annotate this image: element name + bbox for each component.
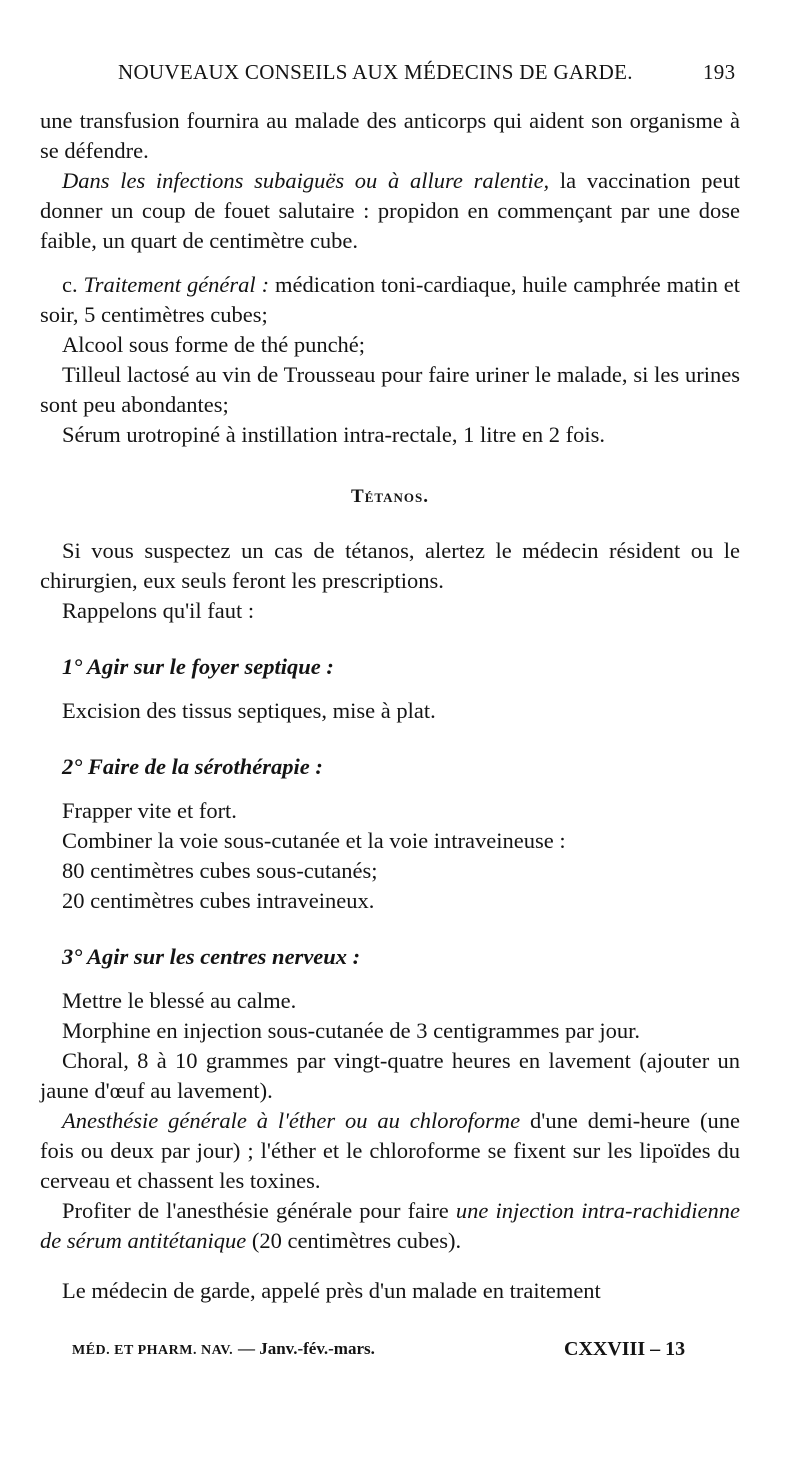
paragraph: Rappelons qu'il faut : [62, 598, 255, 623]
footer-issue: — Janv.-fév.-mars. [237, 1339, 375, 1358]
list-item-line: 80 centimètres cubes sous-cutanés; [62, 858, 378, 883]
paragraph-text: Profiter de l'anesthésie générale pour faire [62, 1198, 456, 1223]
list-item-line [40, 1196, 740, 1256]
paragraph-text: (20 centimètres cubes). [246, 1228, 462, 1253]
paragraph: Alcool sous forme de thé punché; [62, 332, 366, 357]
italic-phrase: Traitement général : [83, 272, 270, 297]
list-item-line: Excision des tissus septiques, mise à plat. [62, 698, 436, 723]
list-item-heading: 3° Agir sur les centres nerveux : [62, 944, 361, 969]
paragraph: Sérum urotropiné à instillation intra-rectale, 1 litre en 2 fois. [62, 422, 605, 447]
paragraph: Si vous suspectez un cas de tétanos, alertez le médecin résident ou le chirurgien, eux seuls feront les prescriptions. [40, 538, 740, 593]
paragraph: Tilleul lactosé au vin de Trousseau pour faire uriner le malade, si les urines sont peu abondantes; [40, 362, 740, 417]
list-item-line [40, 1106, 740, 1196]
list-item-heading: 2° Faire de la sérothérapie : [62, 754, 323, 779]
paragraph: une transfusion fournira au malade des anticorps qui aident son organisme à se défendre. [40, 108, 740, 163]
footer-signature: CXXVIII – 13 [564, 1338, 686, 1360]
list-item-line: Choral, 8 à 10 grammes par vingt-quatre heures en lavement (ajouter un jaune d'œuf au lavement). [40, 1048, 740, 1103]
footer-journal: MÉD. ET PHARM. NAV. [72, 1343, 234, 1358]
paragraph-text: la vaccination peut donner un coup de fouet salutaire : propidon en commençant par une dose faible, un quart de centimètre cube. [40, 168, 740, 253]
paragraph-prefix: c. [62, 272, 84, 297]
italic-phrase: une injection intra-rachidienne de sérum antitétanique [40, 1198, 740, 1253]
page-body [40, 106, 740, 1306]
running-header [118, 60, 758, 85]
paragraph [40, 270, 740, 330]
list-item-line: Morphine en injection sous-cutanée de 3 centigrammes par jour. [62, 1018, 640, 1043]
list-item-heading: 1° Agir sur le foyer septique : [62, 654, 334, 679]
section-title: Tétanos. [351, 486, 429, 507]
list-item-line: Mettre le blessé au calme. [62, 988, 297, 1013]
italic-phrase: Dans les infections subaiguës ou à allure ralentie, [62, 168, 550, 193]
paragraph-text: d'une demi-heure (une fois ou deux par jour) ; l'éther et le chloroforme se fixent sur les lipoïdes du cerveau et chassent les toxines. [40, 1108, 741, 1193]
italic-phrase: Anesthésie générale à l'éther ou au chloroforme [62, 1108, 521, 1133]
paragraph [40, 166, 740, 256]
list-item-line: Combiner la voie sous-cutanée et la voie intraveineuse : [62, 828, 566, 853]
page-footer [72, 1338, 712, 1360]
list-item-line: 20 centimètres cubes intraveineux. [62, 888, 375, 913]
header-title: NOUVEAUX CONSEILS AUX MÉDECINS DE GARDE. [118, 60, 633, 84]
list-item-line: Frapper vite et fort. [62, 798, 237, 823]
paragraph-text: médication toni-cardiaque, huile camphrée matin et soir, 5 centimètres cubes; [40, 272, 740, 327]
paragraph: Le médecin de garde, appelé près d'un malade en traitement [62, 1278, 601, 1303]
page-number: 193 [703, 60, 736, 84]
